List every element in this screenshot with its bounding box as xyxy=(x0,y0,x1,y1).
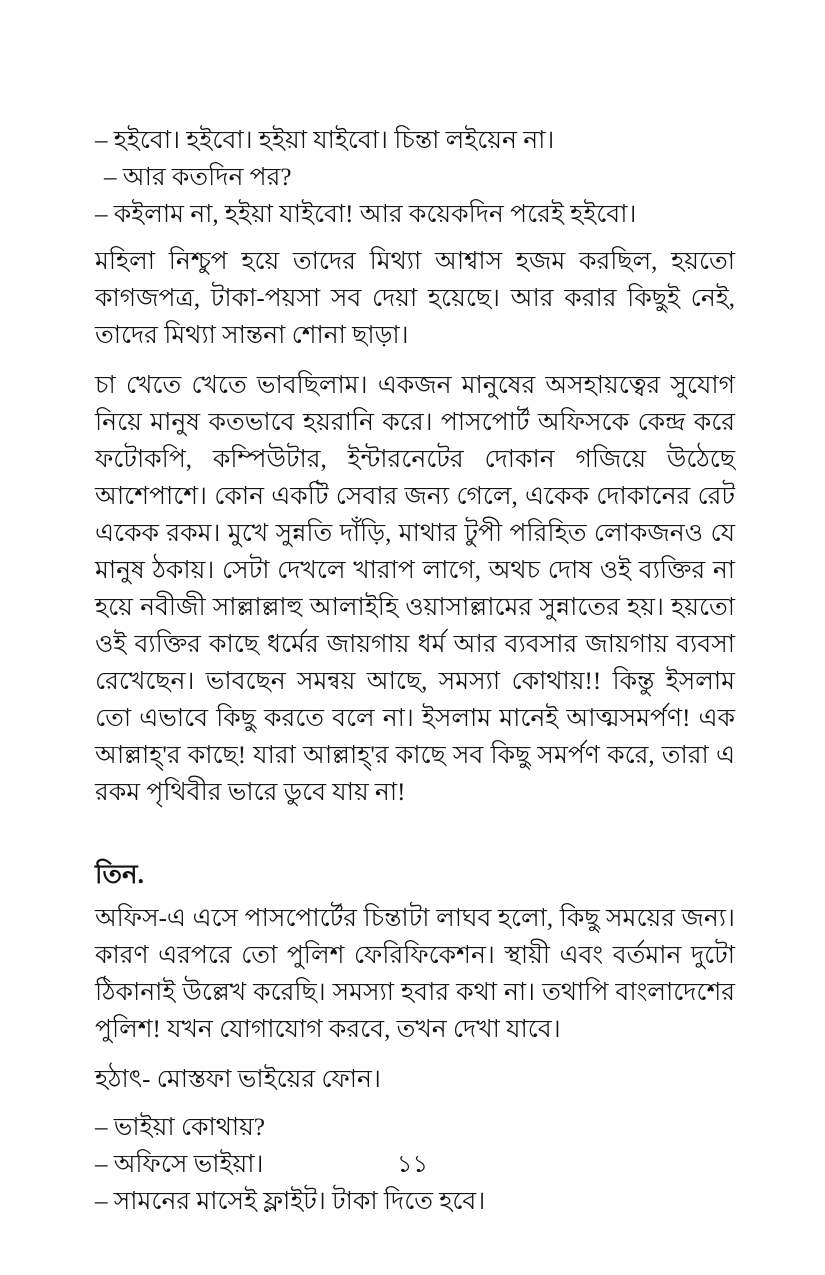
dialogue-line: – সামনের মাসেই ফ্লাইট। টাকা দিতে হবে। xyxy=(95,1188,486,1215)
text-column xyxy=(95,122,735,1220)
section-heading: তিন. xyxy=(95,860,144,889)
dialogue-line: – অফিসে ভাইয়া। xyxy=(95,1151,264,1178)
paragraph: হঠাৎ- মোস্তফা ভাইয়ের ফোন। xyxy=(95,1066,381,1093)
dialogue-line: – আর কতদিন পর? xyxy=(104,164,292,191)
paragraph: মহিলা নিশ্চুপ হয়ে তাদের মিথ্যা আশ্বাস হজম করছিল, হয়তো কাগজপত্র, টাকা-পয়সা সব দেয়া হয়েছে। আর করার কিছুই নেই, তাদের মিথ্যা সান্তনা শোনা ছাড়া। xyxy=(95,248,735,349)
dialogue-line: – ভাইয়া কোথায়? xyxy=(95,1114,266,1141)
dialogue-line: – হইবো। হইবো। হইয়া যাইবো। চিন্তা লইয়েন না। xyxy=(95,127,555,154)
dialogue-line: – কইলাম না, হইয়া যাইবো! আর কয়েকদিন পরেই হইবো। xyxy=(95,201,637,228)
paragraph: অফিস-এ এসে পাসপোর্টের চিন্তাটা লাঘব হলো, কিছু সময়ের জন্য। কারণ এরপরে তো পুলিশ ফেরিফিকেশন। স্থায়ী এবং বর্তমান দুটো ঠিকানাই উল্লেখ করেছি। সমস্যা হবার কথা না। তথাপি বাংলাদেশের পুলিশ! যখন যোগাযোগ করবে, তখন দেখা যাবে। xyxy=(95,905,735,1043)
page-number: ১১ xyxy=(396,1152,429,1178)
dialogue-block-top xyxy=(95,122,735,233)
paragraph: চা খেতে খেতে ভাবছিলাম। একজন মানুষের অসহায়ত্বের সুযোগ নিয়ে মানুষ কতভাবে হয়রানি করে। পাসপোর্ট অফিসকে কেন্দ্র করে ফটোকপি, কম্পিউটার, ইন্টারনেটের দোকান গজিয়ে উঠেছে আশেপাশে। কোন একটি সেবার জন্য গেলে, একেক দোকানের রেট একেক রকম। মুখে সুন্নতি দাঁড়ি, মাথার টুপী পরিহিত লোকজনও যে মানুষ ঠকায়। সেটা দেখলে খারাপ লাগে, অথচ দোষ ওই ব্যক্তির না হয়ে নবীজী সাল্লাল্লাহু আলাইহি ওয়াসাল্লামের সুন্নাতের হয়। হয়তো ওই ব্যক্তির কাছে ধর্মের জায়গায় ধর্ম আর ব্যবসার জায়গায় ব্যবসা রেখেছেন। ভাবছেন সমন্বয় আছে, সমস্যা কোথায়!! কিন্তু ইসলাম তো এভাবে কিছু করতে বলে না। ইসলাম মানেই আত্মসমর্পণ! এক আল্লাহ্'র কাছে! যারা আল্লাহ্'র কাছে সব কিছু সমর্পণ করে, তারা এ রকম পৃথিবীর ভারে ডুবে যায় না! xyxy=(95,372,735,806)
